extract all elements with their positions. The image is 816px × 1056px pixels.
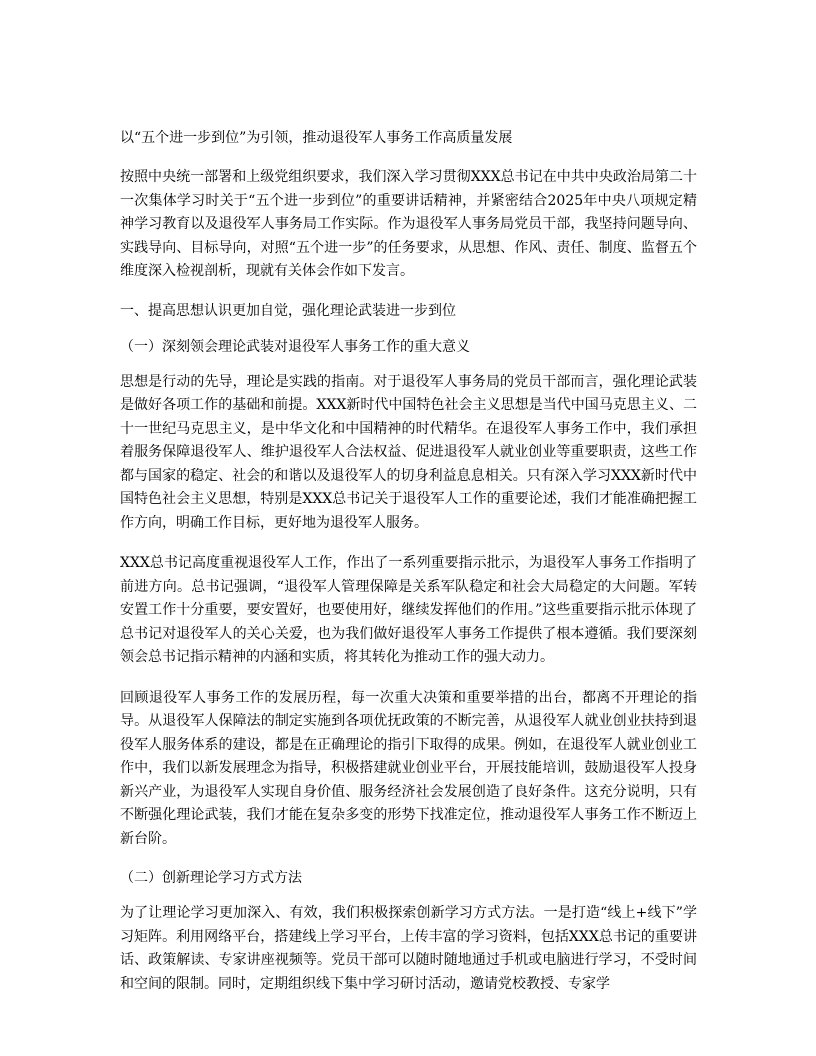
body-paragraph: 回顾退役军人事务工作的发展历程，每一次重大决策和重要举措的出台，都离不开理论的指导。从退役军人保障法的制定实施到各项优抚政策的不断完善，从退役军人就业创业扶持到退役军人服务体系的建设，都是在正确理论的指引下取得的成果。例如，在退役军人就业创业工作中，我们以新发展理念为指导，积极搭建就业创业平台，开展技能培训，鼓励退役军人投身新兴产业，为退役军人实现自身价值、服务经济社会发展创造了良好条件。这充分说明，只有不断强化理论武装，我们才能在复杂多变的形势下找准定位，推动退役军人事务工作不断迈上新台阶。 <box>120 689 697 847</box>
intro-paragraph: 按照中央统一部署和上级党组织要求，我们深入学习贯彻XXX总书记在中共中央政治局第二十一次集体学习时关于“五个进一步到位”的重要讲话精神，并紧密结合2025年中央八项规定精神学习教育以及退役军人事务局工作实际。作为退役军人事务局党员干部，我坚持问题导向、实践导向、目标导向，对照“五个进一步”的任务要求，从思想、作风、责任、制度、监督五个维度深入检视剖析，现就有关体会作如下发言。 <box>120 169 697 279</box>
document-title: 以“五个进一步到位”为引领，推动退役军人事务工作高质量发展 <box>120 130 513 146</box>
subsection-heading: （二）创新理论学习方式方法 <box>120 870 302 886</box>
body-paragraph: 思想是行动的先导，理论是实践的指南。对于退役军人事务局的党员干部而言，强化理论武装是做好各项工作的基础和前提。XXX新时代中国特色社会主义思想是当代中国马克思主义、二十一世纪马克思主义，是中华文化和中国精神的时代精华。在退役军人事务工作中，我们承担着服务保障退役军人、维护退役军人合法权益、促进退役军人就业创业等重要职责，这些工作都与国家的稳定、社会的和谐以及退役军人的切身利益息息相关。只有深入学习XXX新时代中国特色社会主义思想，特别是XXX总书记关于退役军人工作的重要论述，我们才能准确把握工作方向，明确工作目标，更好地为退役军人服务。 <box>120 373 697 531</box>
section-heading: 一、提高思想认识更加自觉，强化理论武装进一步到位 <box>120 302 456 319</box>
document-body <box>120 128 697 1013</box>
body-paragraph: XXX总书记高度重视退役军人工作，作出了一系列重要指示批示，为退役军人事务工作指明了前进方向。总书记强调，“退役军人管理保障是关系军队稳定和社会大局稳定的大问题。军转安置工作十分重要，要安置好，也要使用好，继续发挥他们的作用。”这些重要指示批示体现了总书记对退役军人的关心关爱，也为我们做好退役军人事务工作提供了根本遵循。我们要深刻领会总书记指示精神的内涵和实质，将其转化为推动工作的强大动力。 <box>120 555 697 665</box>
subsection-heading: （一）深刻领会理论武装对退役军人事务工作的重大意义 <box>120 338 470 355</box>
body-paragraph: 为了让理论学习更加深入、有效，我们积极探索创新学习方式方法。一是打造“线上+线下”学习矩阵。利用网络平台，搭建线上学习平台，上传丰富的学习资料，包括XXX总书记的重要讲话、政策解读、专家讲座视频等。党员干部可以随时随地通过手机或电脑进行学习，不受时间和空间的限制。同时，定期组织线下集中学习研讨活动，邀请党校教授、专家学 <box>120 905 697 992</box>
